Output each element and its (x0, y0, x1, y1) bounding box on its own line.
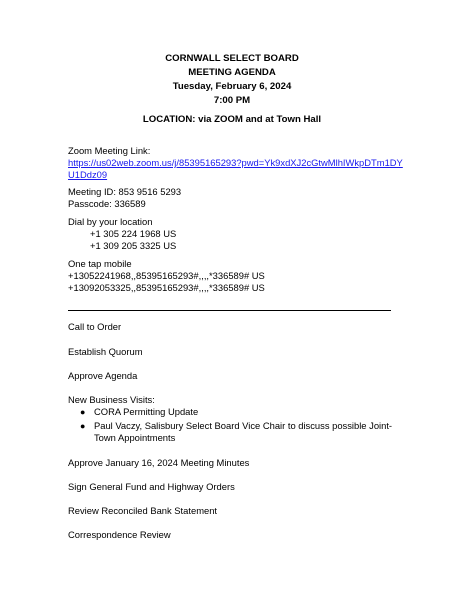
zoom-link[interactable]: https://us02web.zoom.us/j/85395165293?pwd=Yk9xdXJ2cGtwMlhIWkpDTm1DY (68, 157, 403, 168)
agenda-item-new-business: New Business Visits: (68, 394, 155, 405)
meeting-time: 7:00 PM (213, 95, 251, 106)
divider (68, 310, 391, 311)
bullet-icon: ● (80, 421, 86, 431)
dial-number: +1 305 224 1968 US (90, 228, 177, 239)
meeting-id: Meeting ID: 853 9516 5293 (68, 186, 182, 197)
one-tap-number: +13052241968,,85395165293#,,,,*336589# US (68, 270, 265, 281)
new-business-item-cont: Town Appointments (94, 432, 176, 443)
meeting-location: LOCATION: via ZOOM and at Town Hall (142, 114, 322, 125)
agenda-item-orders: Sign General Fund and Highway Orders (68, 481, 235, 492)
one-tap-label: One tap mobile (68, 258, 132, 269)
new-business-item: Paul Vaczy, Salisbury Select Board Vice Chair to discuss possible Joint- (94, 420, 393, 431)
agenda-item-bank: Review Reconciled Bank Statement (68, 505, 218, 516)
agenda-item-minutes: Approve January 16, 2024 Meeting Minutes (68, 457, 250, 468)
zoom-link-cont[interactable]: U1Ddz09 (68, 169, 108, 180)
agenda-item-correspondence: Correspondence Review (68, 529, 171, 540)
bullet-icon: ● (80, 407, 86, 417)
dial-label: Dial by your location (68, 216, 153, 227)
agenda-item-approve-agenda: Approve Agenda (68, 370, 138, 381)
passcode: Passcode: 336589 (68, 198, 146, 209)
document-title: MEETING AGENDA (188, 67, 276, 78)
dial-number: +1 309 205 3325 US (90, 240, 177, 251)
agenda-item-call-to-order: Call to Order (68, 321, 122, 332)
new-business-item: CORA Permitting Update (94, 406, 199, 417)
meeting-date: Tuesday, February 6, 2024 (172, 81, 292, 92)
org-name: CORNWALL SELECT BOARD (165, 53, 299, 64)
zoom-link-label: Zoom Meeting Link: (68, 145, 151, 156)
one-tap-number: +13092053325,,85395165293#,,,,*336589# US (68, 282, 265, 293)
agenda-item-quorum: Establish Quorum (68, 346, 143, 357)
agenda-header (0, 52, 464, 108)
